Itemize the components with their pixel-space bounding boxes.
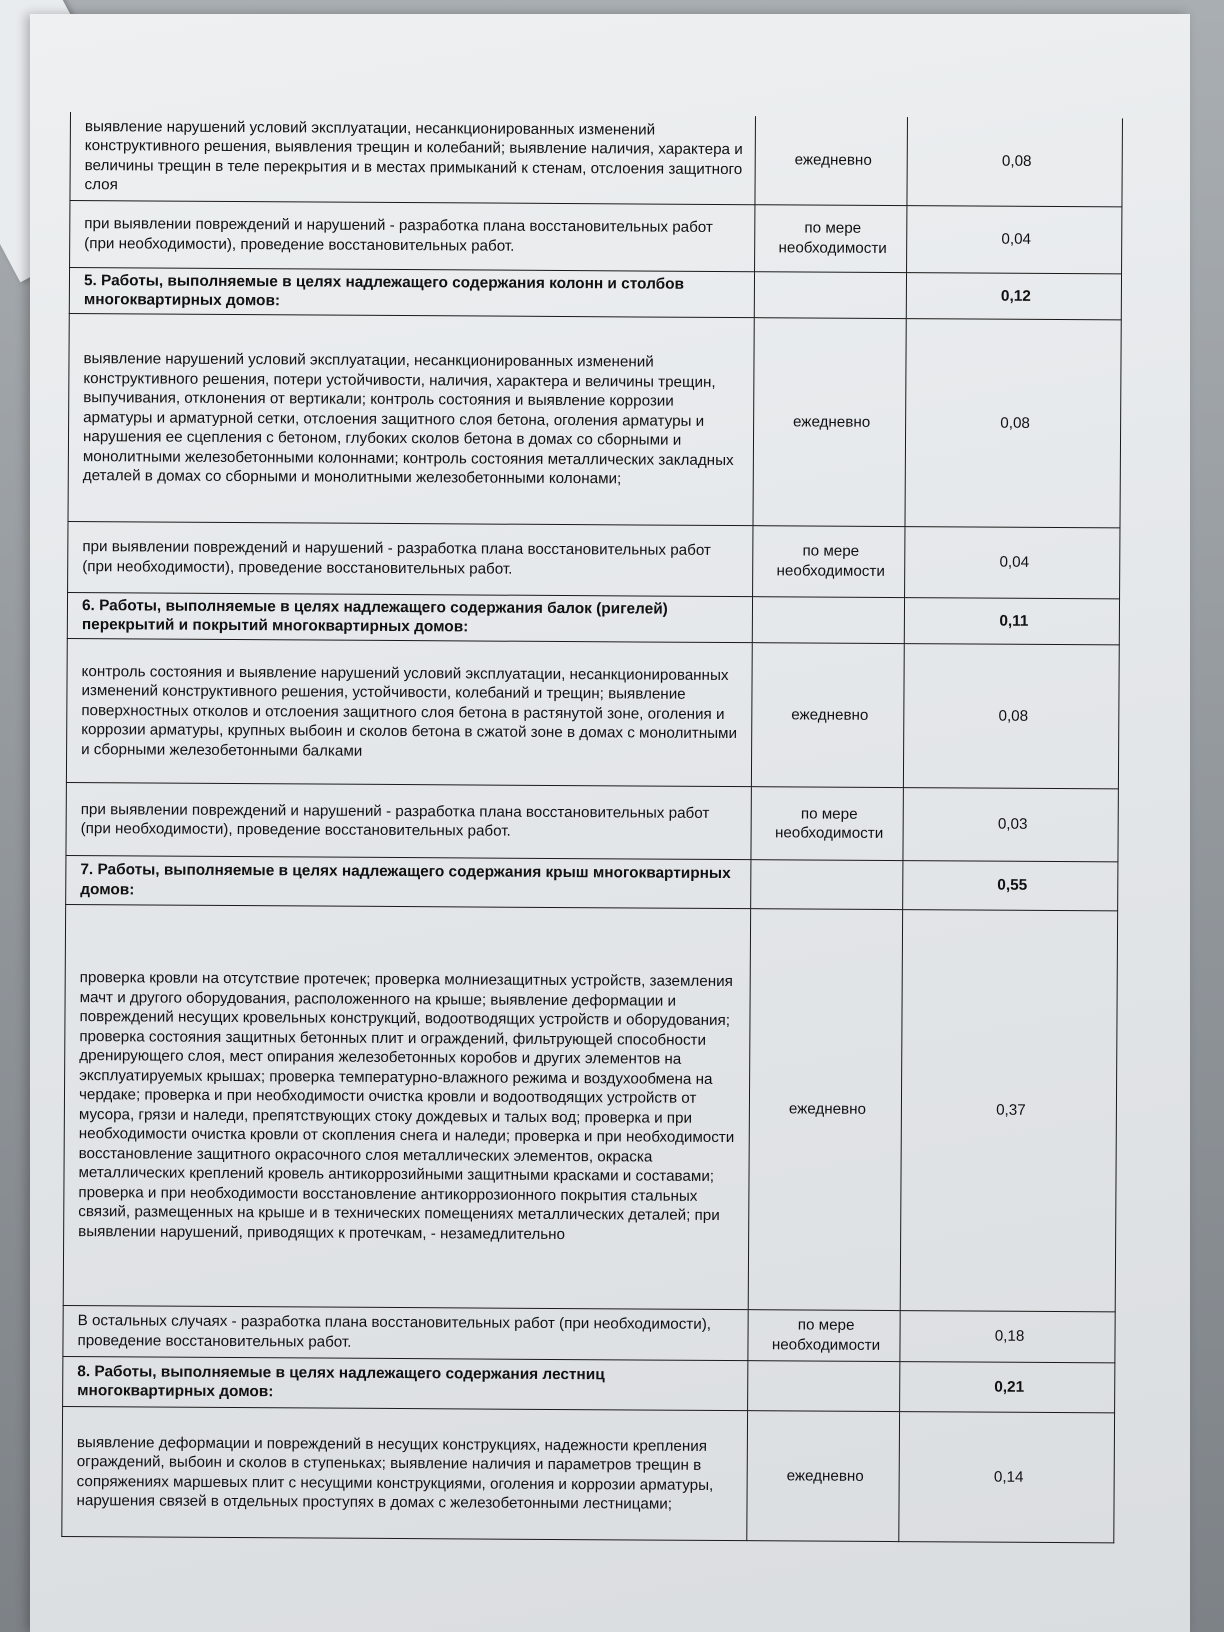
table-row bbox=[68, 314, 1121, 528]
section-rate: 0,12 bbox=[906, 272, 1121, 320]
work-rate: 0,08 bbox=[903, 644, 1119, 789]
section-title: 8. Работы, выполняемые в целях надлежащего содержания лестниц многоквартирных домов: bbox=[63, 1356, 748, 1411]
section-frequency bbox=[752, 596, 904, 644]
section-frequency bbox=[754, 271, 906, 319]
section-frequency bbox=[751, 860, 903, 910]
work-rate: 0,03 bbox=[903, 788, 1118, 862]
table-row bbox=[68, 521, 1120, 598]
work-description: при выявлении повреждений и нарушений - разработка плана восстановительных работ (при необходимости), проведение восстановительных работ. bbox=[70, 200, 755, 271]
work-frequency: ежедневно bbox=[747, 1411, 900, 1542]
table-row bbox=[70, 200, 1122, 273]
table-row bbox=[66, 639, 1119, 789]
work-description: В остальных случаях - разработка плана восстановительных работ (при необходимости), проведение восстановительных работ. bbox=[63, 1305, 748, 1360]
work-frequency: по мере необходимости bbox=[748, 1310, 900, 1362]
table-row bbox=[63, 904, 1117, 1312]
work-frequency: ежедневно bbox=[755, 116, 908, 205]
work-rate: 0,14 bbox=[899, 1412, 1115, 1543]
section-header-row bbox=[63, 1356, 1115, 1413]
work-rate: 0,04 bbox=[905, 526, 1120, 598]
work-rate: 0,18 bbox=[900, 1311, 1115, 1363]
work-frequency: ежедневно bbox=[748, 908, 902, 1310]
works-table bbox=[61, 112, 1123, 1543]
work-rate: 0,04 bbox=[907, 205, 1122, 273]
section-title: 7. Работы, выполняемые в целях надлежащего содержания крыш многоквартирных домов: bbox=[66, 856, 751, 909]
work-frequency: ежедневно bbox=[753, 318, 906, 527]
work-rate: 0,08 bbox=[905, 319, 1121, 528]
work-description: выявление деформации и повреждений в несущих конструкциях, надежности крепления ограждений, выбоин и сколов в ступеньках; выявление наличия и параметров трещин в сопряжениях маршевых плит с несущими конструкциями, оголения и коррозии арматуры, нарушения связей в отдельных проступях в домах с железобетонными лестницами; bbox=[62, 1407, 748, 1541]
table-row bbox=[70, 112, 1123, 207]
table-row bbox=[63, 1305, 1115, 1362]
work-description: при выявлении повреждений и нарушений - разработка плана восстановительных работ (при необходимости), проведение восстановительных работ. bbox=[66, 783, 751, 860]
section-rate: 0,55 bbox=[903, 861, 1118, 911]
works-table-body bbox=[62, 112, 1123, 1543]
work-description: выявление нарушений условий эксплуатации, несанкционированных изменений конструктивного решения, выявления трещин и колебаний; выявление наличия, характера и величины трещин в теле перекрытия и в местах примыканий к стенам, отслоения защитного слоя bbox=[70, 112, 756, 204]
table-row bbox=[66, 783, 1118, 862]
section-rate: 0,21 bbox=[900, 1361, 1115, 1413]
work-description: контроль состояния и выявление нарушений условий эксплуатации, несанкционированных изменений конструктивного решения, устойчивости, колебаний и трещин; выявление поверхностных отколов и отслоения защитного слоя бетона в растянутой зоне, оголения и коррозии арматуры, крупных выбоин и сколов бетона в сжатой зоне в домах с монолитными и сборными железобетонными балками bbox=[66, 639, 752, 787]
work-description: выявление нарушений условий эксплуатации, несанкционированных изменений конструктивного решения, потери устойчивости, наличия, характера и величины трещин, выпучивания, отклонения от вертикали; контроль состояния и выявление коррозии арматуры и арматурной сетки, отслоения защитного слоя бетона, оголения арматуры и нарушения ее сцепления с бетоном, глубоких сколов бетона в домах со сборными и монолитными железобетонными колоннами; контроль состояния металлических закладных деталей в домах со сборными и монолитными железобетонными колонами; bbox=[68, 314, 754, 526]
work-frequency: ежедневно bbox=[751, 643, 904, 788]
work-rate: 0,37 bbox=[900, 909, 1117, 1312]
section-frequency bbox=[748, 1360, 900, 1412]
work-description: при выявлении повреждений и нарушений - разработка плана восстановительных работ (при необходимости), проведение восстановительных работ. bbox=[68, 521, 753, 596]
work-frequency: по мере необходимости bbox=[751, 787, 903, 861]
section-title: 5. Работы, выполняемые в целях надлежащего содержания колонн и столбов многоквартирных домов: bbox=[69, 267, 754, 318]
table-row bbox=[62, 1407, 1115, 1543]
work-frequency: по мере необходимости bbox=[753, 525, 905, 597]
work-description: проверка кровли на отсутствие протечек; проверка молниезащитных устройств, заземления мачт и другого оборудования, расположенного на крыше; выявление деформации и повреждений несущих кровельных конструкций, водоотводящих устройств и оборудования; проверка состояния защитных бетонных плит и ограждений, фильтрующей способности дренирующего слоя, мест опирания железобетонных коробов и других элементов на эксплуатируемых крышах; проверка температурно-влажного режима и воздухообмена на чердаке; проверка и при необходимости очистка кровли и водоотводящих устройств от мусора, грязи и наледи, препятствующих стоку дождевых и талых вод; проверка и при необходимости очистка кровли от скопления снега и наледи; проверка и при необходимости восстановление защитного окрасочного слоя металлических элементов, окраска металлических креплений кровель антикоррозийными защитными красками и составами; проверка и при необходимости восстановление антикоррозионного покрытия стальных связий, размещенных на крыше и в технических помещениях металлических деталей; при выявлении нарушений, приводящих к протечкам, - незамедлительно bbox=[63, 904, 750, 1309]
section-title: 6. Работы, выполняемые в целях надлежащего содержания балок (ригелей) перекрытий и покрытий многоквартирных домов: bbox=[67, 592, 752, 643]
section-header-row bbox=[67, 592, 1119, 645]
work-frequency: по мере необходимости bbox=[755, 204, 907, 272]
section-rate: 0,11 bbox=[904, 597, 1119, 645]
work-rate: 0,08 bbox=[907, 117, 1123, 206]
section-header-row bbox=[69, 267, 1121, 320]
section-header-row bbox=[66, 856, 1118, 911]
